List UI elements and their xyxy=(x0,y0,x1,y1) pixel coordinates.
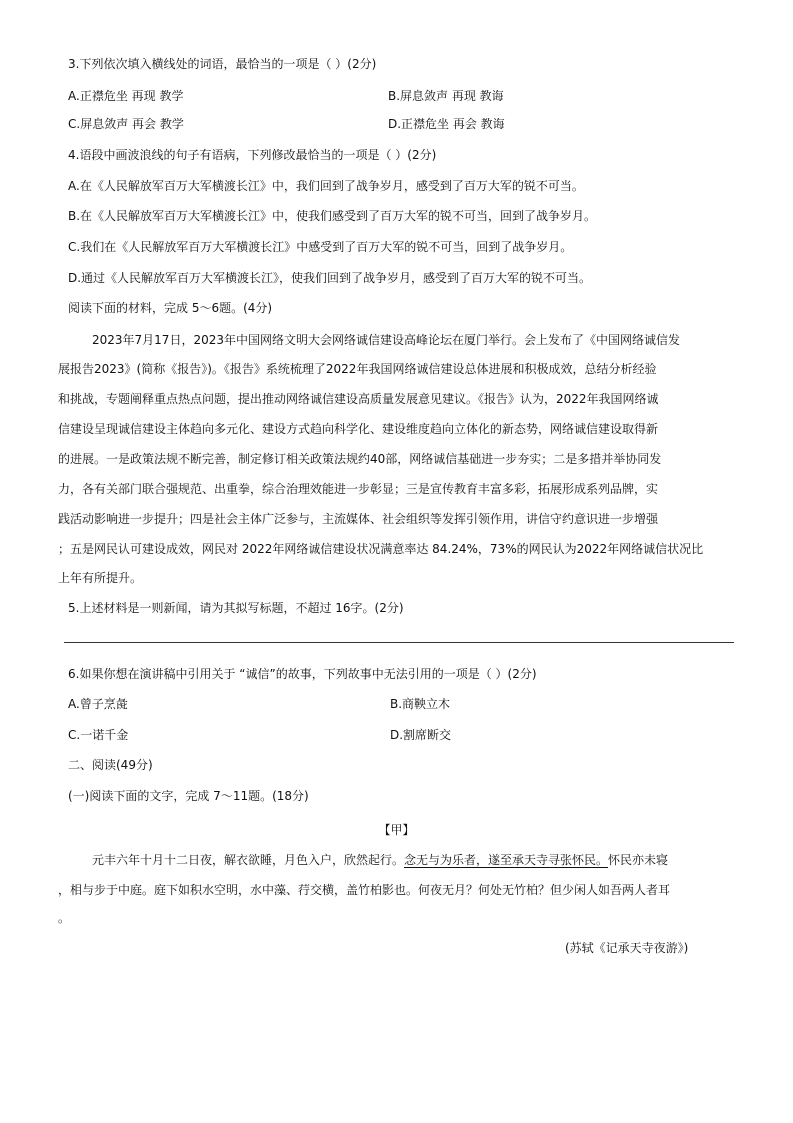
classical-text-line xyxy=(92,852,668,868)
q6-stem: 6.如果你想在演讲稿中引用关于 “诚信”的故事，下列故事中无法引用的一项是（ ）(2分) xyxy=(68,667,537,681)
q4-stem: 4.语段中画波浪线的句子有语病，下列修改最恰当的一项是（ ）(2分) xyxy=(68,148,437,162)
classical-text-line: ，相与步于中庭。庭下如积水空明，水中藻、荇交横，盖竹柏影也。何夜无月？何处无竹柏？但少闲人如吾两人者耳 xyxy=(58,883,671,897)
classical-text-segment: 元丰六年十月十二日夜，解衣欲睡，月色入户，欣然起行。 xyxy=(92,853,405,867)
q4-option-b: B.在《人民解放军百万大军横渡长江》中，使我们感受到了百万大军的锐不可当，回到了战争岁月。 xyxy=(68,209,597,223)
q6-option-a: A.曾子烹彘 xyxy=(68,697,128,711)
reading-intro: 阅读下面的材料，完成 5～6题。(4分) xyxy=(68,301,273,315)
q3-option-a: A.正襟危坐 再现 教学 xyxy=(68,89,184,103)
q4-option-c: C.我们在《人民解放军百万大军横渡长江》中感受到了百万大军的锐不可当，回到了战争岁月。 xyxy=(68,240,573,254)
passage-line: 的进展。一是政策法规不断完善，制定修订相关政策法规约40部，网络诚信基础进一步夯实；二是多措并举协同发 xyxy=(58,452,662,466)
q6-option-c: C.一诺千金 xyxy=(68,728,129,742)
passage-line: 力，各有关部门联合强规范、出重拳，综合治理效能进一步彰显；三是宣传教育丰富多彩，拓展形成系列品牌，实 xyxy=(58,482,659,496)
passage-line: 展报告2023》(简称《报告》)。《报告》系统梳理了2022年我国网络诚信建设总体进展和积极成效，总结分析经验 xyxy=(58,362,657,376)
q3-option-d: D.正襟危坐 再会 教诲 xyxy=(388,117,505,131)
source-citation: (苏轼《记承天寺夜游》) xyxy=(565,941,689,955)
q6-option-d: D.割席断交 xyxy=(390,728,452,742)
passage-line: ；五是网民认可建设成效，网民对 2022年网络诚信建设状况满意率达 84.24%，73%的网民认为2022年网络诚信状况比 xyxy=(58,542,704,556)
q3-option-c: C.屏息敛声 再会 教学 xyxy=(68,117,184,131)
passage-line: 和挑战，专题阐释重点热点问题，提出推动网络诚信建设高质量发展意见建议。《报告》认为，2022年我国网络诚 xyxy=(58,392,659,406)
section-heading: 二、阅读(49分) xyxy=(68,758,153,772)
underlined-sentence: 念无与为乐者，遂至承天寺寻张怀民。 xyxy=(404,853,609,867)
jia-title: 【甲】 xyxy=(378,823,415,837)
q3-option-b: B.屏息敛声 再现 教诲 xyxy=(388,89,504,103)
passage-line: 2023年7月17日，2023年中国网络文明大会网络诚信建设高峰论坛在厦门举行。会上发布了《中国网络诚信发 xyxy=(92,333,680,347)
q5-answer-line[interactable] xyxy=(64,642,734,643)
q5-stem: 5.上述材料是一则新闻，请为其拟写标题，不超过 16字。(2分) xyxy=(68,601,404,615)
q4-option-a: A.在《人民解放军百万大军横渡长江》中，我们回到了战争岁月，感受到了百万大军的锐不可当。 xyxy=(68,179,584,193)
passage-line: 上年有所提升。 xyxy=(58,571,143,585)
passage-line: 信建设呈现诚信建设主体趋向多元化、建设方式趋向科学化、建设维度趋向立体化的新态势，网络诚信建设取得新 xyxy=(58,422,659,436)
q6-option-b: B.商鞅立木 xyxy=(390,697,451,711)
passage-line: 践活动影响进一步提升；四是社会主体广泛参与，主流媒体、社会组织等发挥引领作用，讲信守约意识进一步增强 xyxy=(58,512,659,526)
classical-text-line: 。 xyxy=(58,911,71,925)
part-heading: (一)阅读下面的文字，完成 7～11题。(18分) xyxy=(68,789,309,803)
q4-option-d: D.通过《人民解放军百万大军横渡长江》，使我们回到了战争岁月，感受到了百万大军的锐不可当。 xyxy=(68,271,592,285)
classical-text-segment: 怀民亦未寝 xyxy=(608,853,669,867)
q3-stem: 3.下列依次填入横线处的词语，最恰当的一项是（ ）(2分) xyxy=(68,57,377,71)
